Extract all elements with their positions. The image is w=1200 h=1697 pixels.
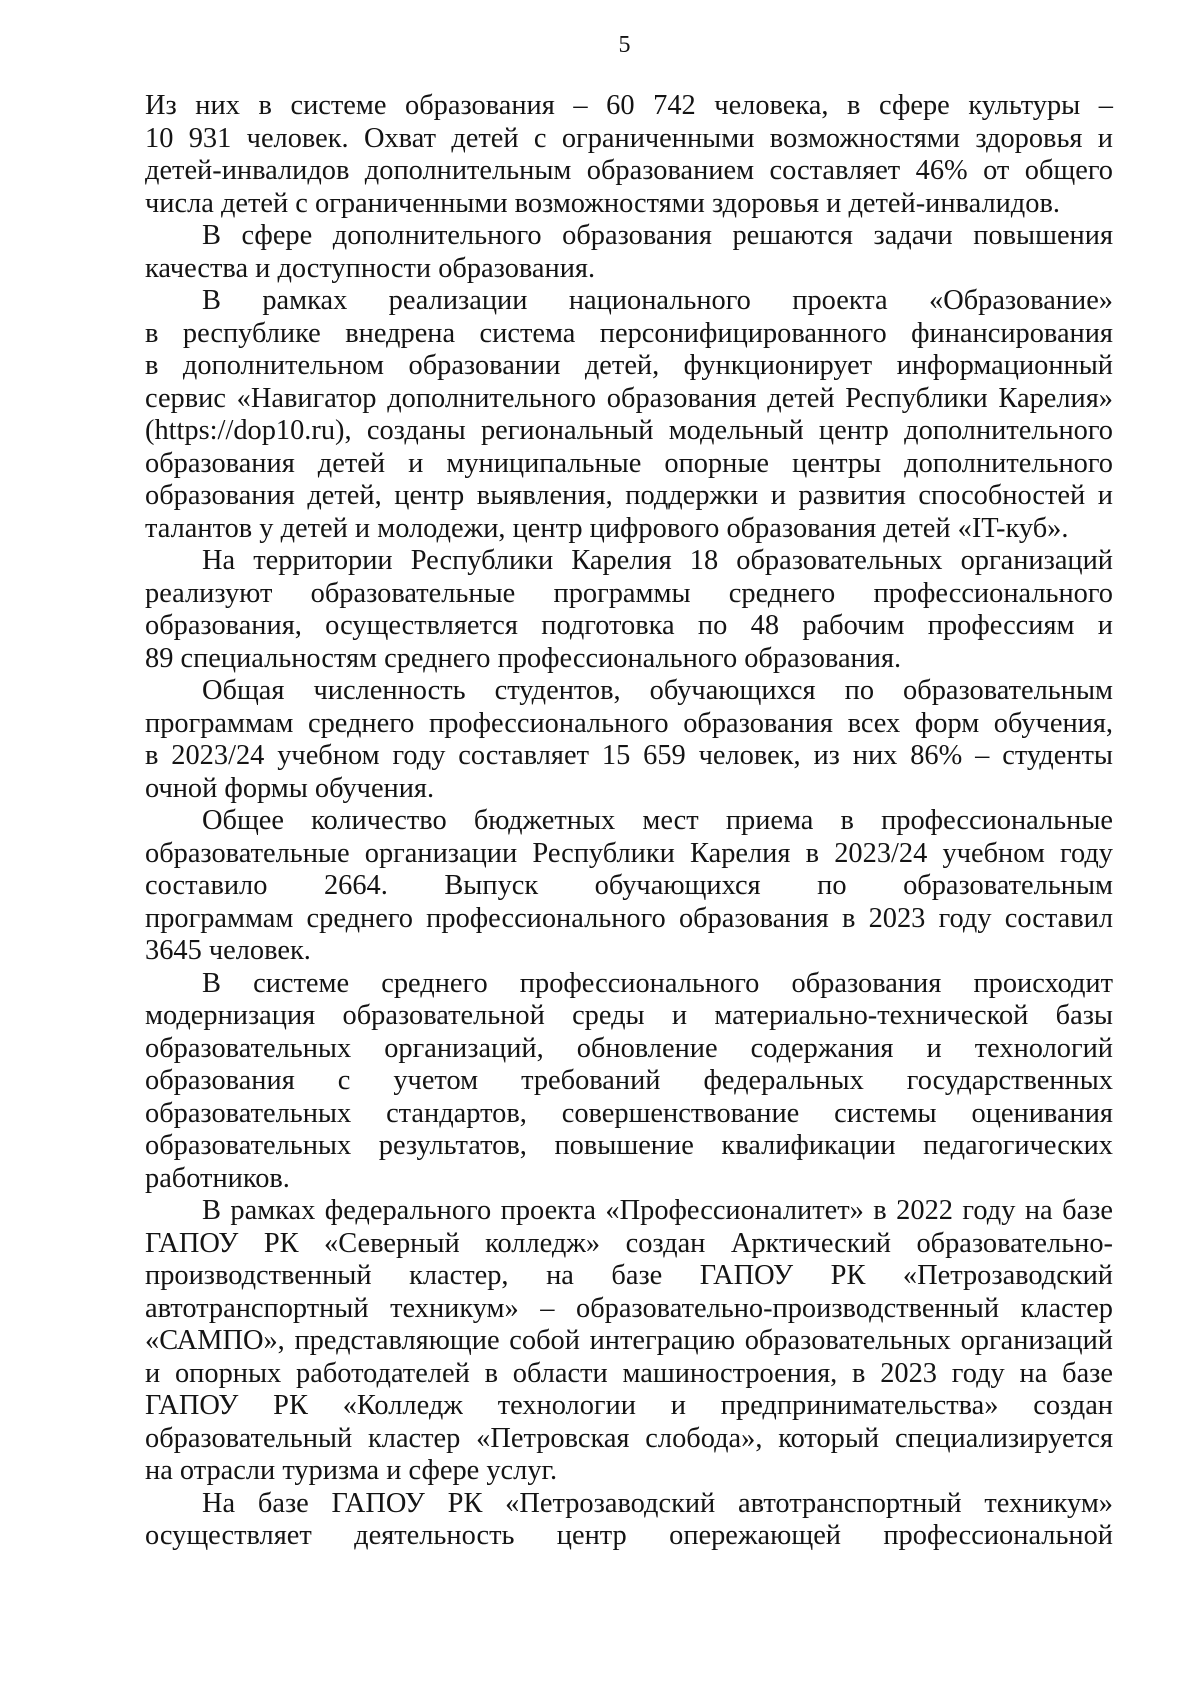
text-line: образования, осуществляется подготовка по 48 рабочим профессиям и [145,610,1113,641]
text-line: в 2023/24 учебном году составляет 15 659 человек, из них 86% – студенты [145,740,1113,771]
paragraph [145,805,1113,968]
text-line: осуществляет деятельность центр опережающей профессиональной [145,1520,1113,1551]
text-line: детей-инвалидов дополнительным образованием составляет 46% от общего [145,155,1113,186]
text-line: В рамках реализации национального проекта «Образование» [202,285,1113,316]
text-line: модернизация образовательной среды и материально-технической базы [145,1000,1113,1031]
paragraph [145,675,1113,805]
text-line: качества и доступности образования. [145,252,596,284]
text-line: образования детей и муниципальные опорные центры дополнительного [145,447,1113,479]
text-line: 89 специальностям среднего профессионального образования. [145,642,902,674]
paragraph [145,285,1113,545]
paragraph [145,220,1113,285]
document-body [145,90,1113,1553]
paragraph [145,90,1113,220]
text-line: Общая численность студентов, обучающихся по образовательным [202,675,1113,706]
text-line: В сфере дополнительного образования решаются задачи повышения [202,220,1113,251]
text-line: образования детей, центр выявления, поддержки и развития способностей и [145,480,1113,511]
text-line: очной формы обучения. [145,772,435,804]
text-line: ГАПОУ РК «Колледж технологии и предпринимательства» создан [145,1390,1113,1421]
text-line: работников. [145,1162,290,1194]
text-line: в республике внедрена система персонифицированного финансирования [145,317,1113,349]
text-line: ГАПОУ РК «Северный колледж» создан Арктический образовательно- [145,1227,1113,1259]
text-line: на отрасли туризма и сфере услуг. [145,1455,558,1486]
text-line: талантов у детей и молодежи, центр цифрового образования детей «IT-куб». [145,512,1069,544]
text-line: реализуют образовательные программы среднего профессионального [145,577,1113,609]
text-line: программам среднего профессионального образования всех форм обучения, [145,707,1113,739]
text-line: производственный кластер, на базе ГАПОУ РК «Петрозаводский [145,1260,1113,1291]
text-line: образовательный кластер «Петровская слобода», который специализируется [145,1422,1113,1454]
text-line: автотранспортный техникум» – образовательно-производственный кластер [145,1292,1113,1324]
text-line: На территории Республики Карелия 18 образовательных организаций [202,545,1113,576]
text-line: образовательных организаций, обновление содержания и технологий [145,1032,1113,1064]
text-line: и опорных работодателей в области машиностроения, в 2023 году на базе [145,1357,1113,1389]
text-line: программам среднего профессионального образования в 2023 году составил [145,902,1113,934]
text-line: (https://dop10.ru), созданы региональный модельный центр дополнительного [145,415,1113,446]
text-line: На базе ГАПОУ РК «Петрозаводский автотранспортный техникум» [202,1487,1113,1519]
text-line: в дополнительном образовании детей, функционирует информационный [145,350,1113,381]
text-line: В рамках федерального проекта «Профессионалитет» в 2022 году на базе [202,1195,1113,1226]
text-line: образовательных результатов, повышение квалификации педагогических [145,1130,1113,1161]
text-line: образования с учетом требований федеральных государственных [145,1065,1113,1096]
text-line: сервис «Навигатор дополнительного образования детей Республики Карелия» [145,382,1113,414]
text-line: числа детей с ограниченными возможностями здоровья и детей-инвалидов. [145,187,1060,219]
text-line: 3645 человек. [145,935,311,966]
text-line: В системе среднего профессионального образования происходит [202,967,1113,999]
text-line: образовательных стандартов, совершенствование системы оценивания [145,1097,1113,1129]
page-number: 5 [618,32,631,58]
text-line: Общее количество бюджетных мест приема в профессиональные [202,805,1113,836]
paragraph [145,545,1113,675]
text-line: составило 2664. Выпуск обучающихся по образовательным [145,870,1113,901]
text-line: Из них в системе образования – 60 742 человека, в сфере культуры – [145,90,1113,121]
paragraph [145,1195,1113,1488]
text-line: «САМПО», представляющие собой интеграцию образовательных организаций [145,1325,1113,1356]
text-line: 10 931 человек. Охват детей с ограниченными возможностями здоровья и [145,122,1113,154]
text-line: образовательные организации Республики Карелия в 2023/24 учебном году [145,837,1113,869]
paragraph [145,968,1113,1196]
paragraph [145,1488,1113,1553]
